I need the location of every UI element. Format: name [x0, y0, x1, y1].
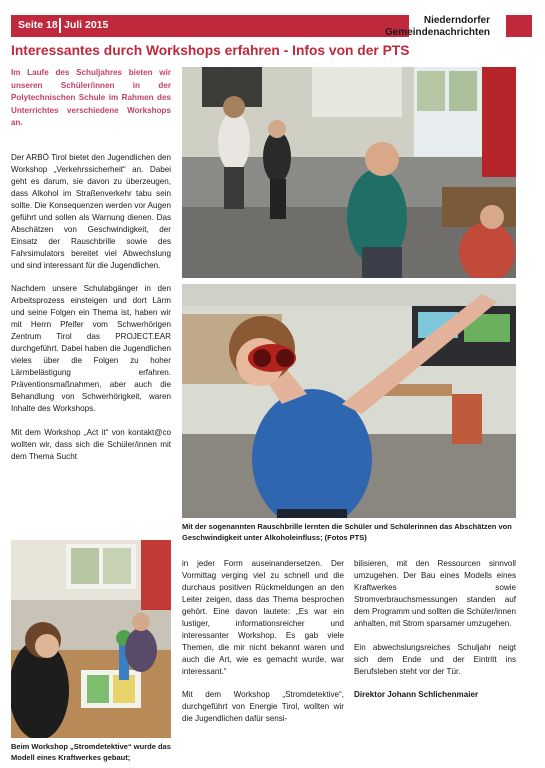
header-separator	[59, 18, 61, 33]
photo-classroom-goggles	[182, 67, 516, 278]
publication-name	[385, 15, 490, 39]
paragraph: Der ARBÖ Tirol bietet den Jugendlichen den Workshop „Verkehrssicherheit“ an. Dabei geht es darum, sie davon zu überzeugen, dass Alkohol im Straßenverkehr tabu sein sollte. Die Konsequenzen werden vor Augen geführt und sollen als Warnung dienen. Das Abschätzen von Geschwindigkeit, der Einsatz der Rauschbrille sowie des Fahrsimulators bereitet viel Abwechslung und sind interessant für die Jugendlichen.	[11, 153, 171, 270]
article-title: Interessantes durch Workshops erfahren - Infos von der PTS	[11, 43, 410, 58]
issue-date: Juli 2015	[64, 19, 109, 31]
author-signature: Direktor Johann Schlichenmaier	[354, 690, 479, 700]
paragraph: Ein abwechslungsreiches Schuljahr neigt sich dem Ende und der Eintritt ins Berufsleben steht vor der Tür.	[354, 642, 516, 676]
text-column-2	[182, 558, 344, 725]
page-number: Seite 18	[18, 19, 58, 31]
paragraph: in jeder Form auseinandersetzen. Der Vormittag verging viel zu schnell und die durchaus positiven Rückmeldungen an den Leiter zeigen, dass das Thema besprochen gehört. Eine davon lautete: „Es war ein lustiger, informationsreicher und interessanter Workshop. Es gab viele Themen, die mir nicht bekannt waren und auch die Art, wie es gemacht wurde, war interessant.“	[182, 559, 344, 676]
text-column-1	[11, 152, 171, 463]
publication-name-line2: Gemeindenachrichten	[384, 27, 490, 38]
photo-rauschbrille	[182, 284, 516, 518]
photo-stromdetektive	[11, 540, 171, 738]
paragraph: bilisieren, mit den Ressourcen sinnvoll umzugehen. Der Bau eines Modells eines Kraftwerkes sowie Stromverbrauchsmessungen standen auf dem Programm und sollten die Schüler/innen anhalten, mit Strom sparsamer umzugehen.	[354, 559, 516, 628]
caption-rauschbrille: Mit der sogenannten Rauschbrille lernten die Schüler und Schülerinnen das Abschätzen von Geschwindigkeit unter Alkoholeinfluss; (Fotos PTS)	[182, 522, 512, 543]
article-lead: Im Laufe des Schuljahres bieten wir unseren Schüler/innen in der Polytechnischen Schule im Rahmen des Unterrichtes verschiedene Workshops an.	[11, 68, 171, 128]
paragraph: Mit dem Workshop „Act it“ von kontakt@co wollten wir, dass sich die Schüler/innen mit dem Thema Sucht	[11, 427, 171, 461]
header-accent-block	[506, 15, 532, 37]
paragraph: Mit dem Workshop „Stromdetektive“, durchgeführt von Energie Tirol, wollten wir die Jugendlichen dafür sensi-	[182, 690, 344, 724]
paragraph: Nachdem unsere Schulabgänger in den Arbeitsprozess einsteigen und dort Lärm und seine Folgen ein Thema ist, haben wir mit Herrn Pfeifer vom Schwerhörigen Zentrum Tirol das PROJECT.EAR durchgeführt. Dabei haben die Jugendlichen vieles über die Folgen zu hoher Lärmbelästigung erfahren. Präventionsmaßnahmen, aber auch die Behandlung von Schwerhörigkeit, waren Inhalte des Workshops.	[11, 284, 171, 413]
caption-stromdetektive: Beim Workshop „Stromdetektive“ wurde das Modell eines Kraftwerkes gebaut;	[11, 742, 171, 763]
publication-name-line1: Niederndorfer	[423, 15, 490, 26]
text-column-3	[354, 558, 516, 701]
